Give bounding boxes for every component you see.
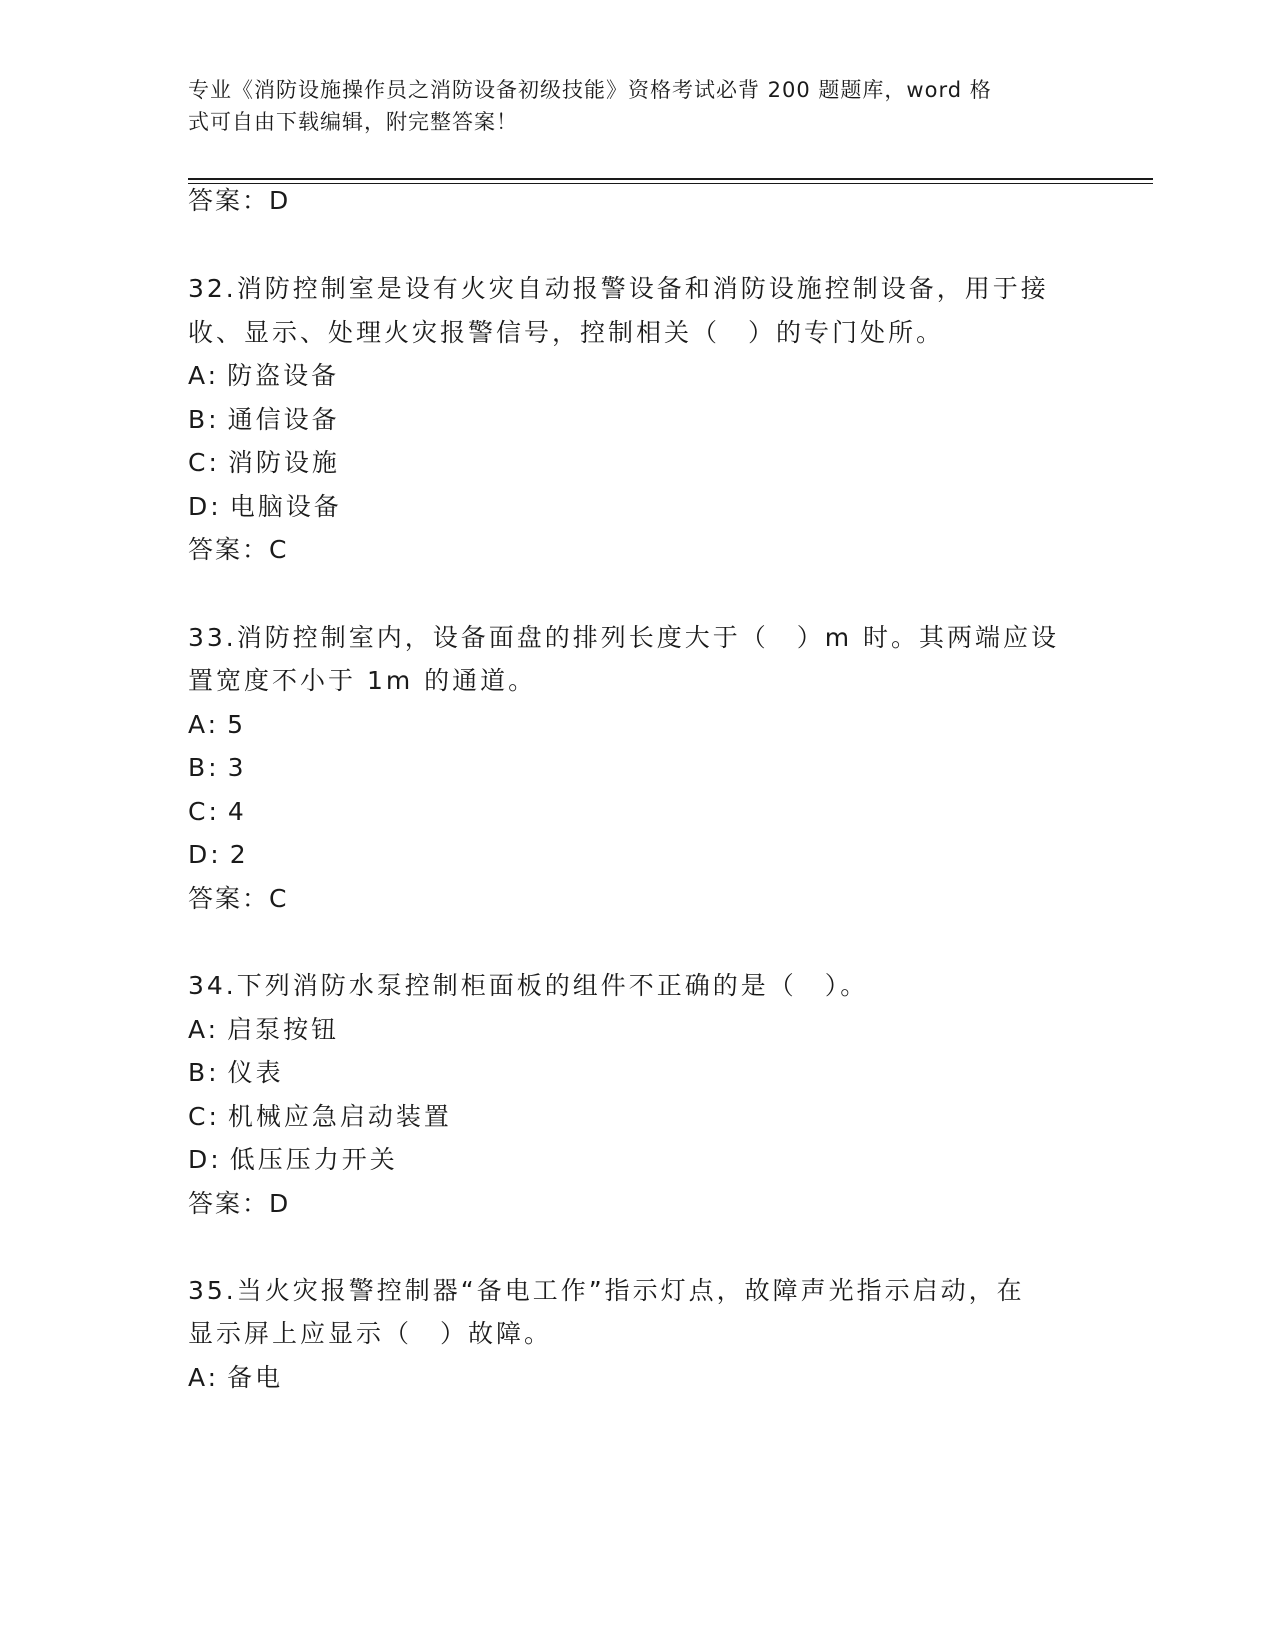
- q32-stem-line-2: 收、显示、处理火灾报警信号，控制相关（ ）的专门处所。: [188, 318, 945, 347]
- answer-31: 答案：D: [188, 186, 291, 215]
- q33-option-b: [188, 753, 246, 783]
- option-letter: A:: [188, 1363, 220, 1392]
- option-text: 电脑设备: [229, 492, 342, 521]
- option-text: 机械应急启动装置: [227, 1102, 452, 1131]
- q32-option-b: [188, 405, 340, 435]
- option-text: 2: [229, 840, 249, 869]
- option-text: 仪表: [227, 1058, 284, 1087]
- option-text: 启泵按钮: [227, 1015, 340, 1044]
- q32-answer: 答案：C: [188, 535, 289, 564]
- header-line-1: 专业《消防设施操作员之消防设备初级技能》资格考试必背 200 题题库，word 格: [188, 78, 992, 102]
- q33-stem-line-2: 置宽度不小于 1m 的通道。: [188, 666, 537, 695]
- q33-stem-line-1: 33.消防控制室内，设备面盘的排列长度大于（ ）m 时。其两端应设: [188, 623, 1060, 652]
- option-letter: D:: [188, 1145, 222, 1174]
- option-text: 备电: [227, 1363, 284, 1392]
- q32-option-c: [188, 448, 340, 478]
- q34-option-b: [188, 1058, 284, 1088]
- option-letter: C:: [188, 797, 220, 826]
- q33-option-a: [188, 710, 246, 740]
- q32-stem-line-1: 32.消防控制室是设有火灾自动报警设备和消防设施控制设备，用于接: [188, 274, 1049, 303]
- q35-option-a: [188, 1363, 283, 1393]
- q33-answer: 答案：C: [188, 884, 289, 913]
- q35-stem-line-2: 显示屏上应显示（ ）故障。: [188, 1319, 553, 1348]
- option-letter: B:: [188, 1058, 220, 1087]
- option-letter: A:: [188, 1015, 220, 1044]
- header-line-2: 式可自由下载编辑，附完整答案！: [188, 110, 518, 134]
- q33-option-d: [188, 840, 249, 870]
- q34-option-c: [188, 1102, 452, 1132]
- document-header: [188, 74, 1088, 138]
- option-letter: C:: [188, 448, 220, 477]
- option-text: 消防设施: [227, 448, 340, 477]
- q33-option-c: [188, 797, 247, 827]
- option-text: 4: [227, 797, 247, 826]
- option-text: 通信设备: [227, 405, 340, 434]
- q32-option-d: [188, 492, 342, 522]
- q34-stem-line-1: 34.下列消防水泵控制柜面板的组件不正确的是（ ）。: [188, 971, 869, 1000]
- option-text: 低压压力开关: [229, 1145, 398, 1174]
- q34-option-d: [188, 1145, 398, 1175]
- option-letter: A:: [188, 361, 220, 390]
- header-divider-thick: [188, 178, 1153, 180]
- option-letter: A:: [188, 710, 220, 739]
- option-letter: C:: [188, 1102, 220, 1131]
- option-text: 5: [227, 710, 246, 739]
- option-letter: B:: [188, 405, 220, 434]
- option-letter: B:: [188, 753, 220, 782]
- q32-option-a: [188, 361, 339, 391]
- option-text: 3: [227, 753, 247, 782]
- header-divider-thin: [188, 183, 1153, 184]
- option-text: 防盗设备: [227, 361, 340, 390]
- q34-option-a: [188, 1015, 339, 1045]
- q35-stem-line-1: 35.当火灾报警控制器“备电工作”指示灯点，故障声光指示启动，在: [188, 1276, 1025, 1305]
- option-letter: D:: [188, 492, 222, 521]
- q34-answer: 答案：D: [188, 1189, 291, 1218]
- option-letter: D:: [188, 840, 222, 869]
